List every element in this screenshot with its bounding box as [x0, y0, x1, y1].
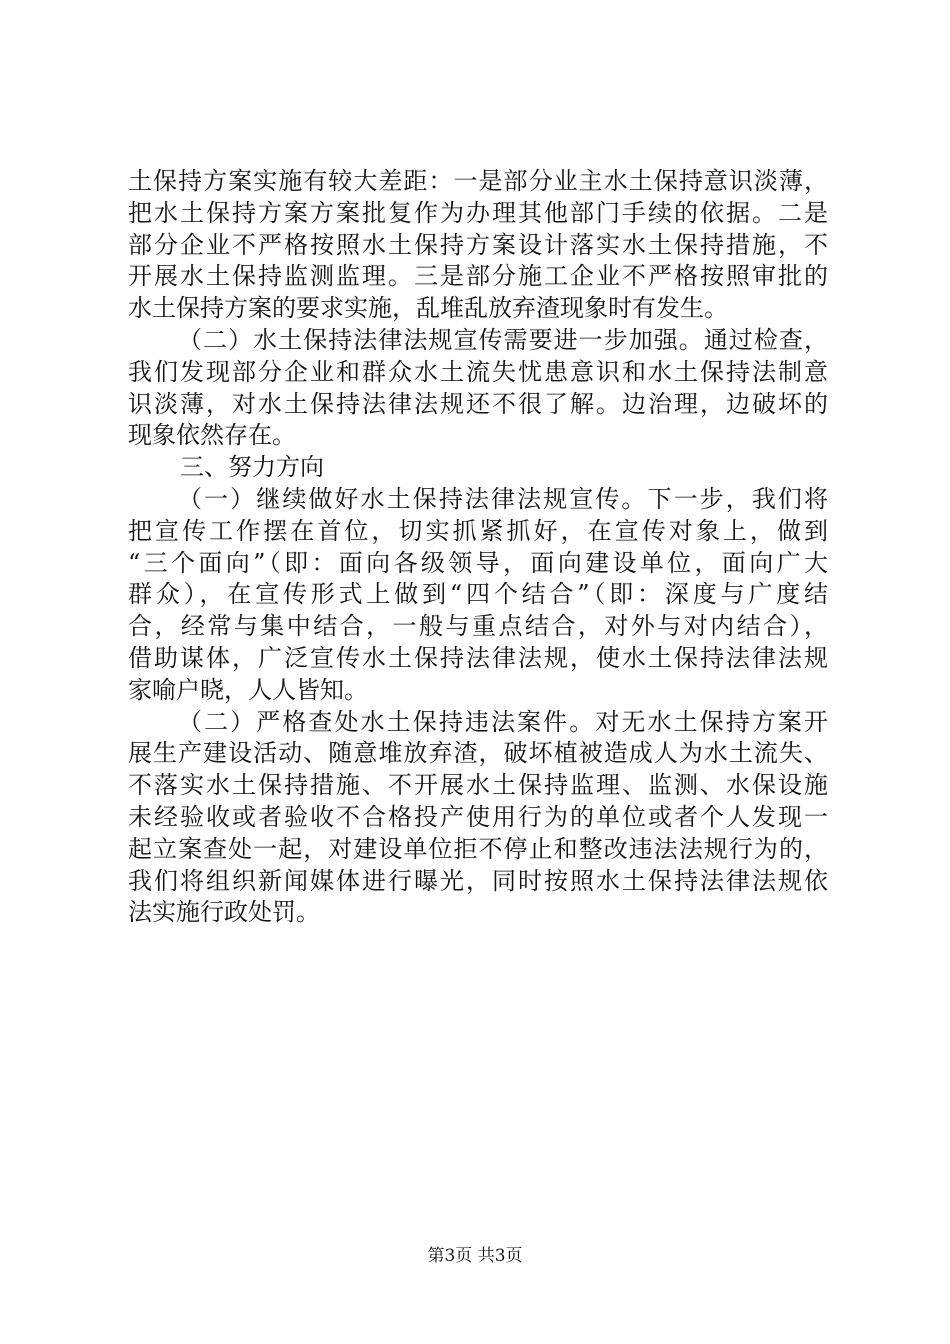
text-line: 群众），在宣传形式上做到“四个结合”（即：深度与广度结	[128, 580, 828, 609]
text-line: 合，经常与集中结合，一般与重点结合，对外与对内结合），	[128, 612, 828, 641]
paragraph-implementation-gap	[128, 166, 828, 325]
section-heading-direction	[128, 452, 828, 484]
text-line: “三个面向”（即：面向各级领导，面向建设单位，面向广大	[128, 548, 828, 577]
text-line: （一）继续做好水土保持法律法规宣传。下一步，我们将	[178, 484, 828, 513]
text-line: 部分企业不严格按照水土保持方案设计落实水土保持措施，不	[128, 230, 828, 259]
text-line: 土保持方案实施有较大差距：一是部分业主水土保持意识淡薄，	[128, 167, 828, 195]
text-line: 借助谋体，广泛宣传水土保持法律法规，使水土保持法律法规	[128, 643, 828, 672]
text-line: （二）严格查处水土保持违法案件。对无水土保持方案开	[178, 707, 828, 736]
paragraph-continue-publicity	[128, 484, 828, 707]
text-line: 起立案查处一起，对建设单位拒不停止和整改违法法规行为的，	[128, 834, 828, 863]
text-line: 水土保持方案的要求实施，乱堆乱放弃渣现象时有发生。	[128, 294, 728, 323]
text-line: 把宣传工作摆在首位，切实抓紧抓好，在宣传对象上，做到	[128, 516, 828, 545]
text-line: 我们将组织新闻媒体进行曝光，同时按照水土保持法律法规依	[128, 866, 828, 895]
document-body	[128, 166, 828, 929]
text-line: 把水土保持方案方案批复作为办理其他部门手续的依据。二是	[128, 198, 828, 227]
text-line: 现象依然存在。	[128, 421, 296, 450]
text-line: 法实施行政处罚。	[128, 898, 320, 927]
text-line: 识淡薄，对水土保持法律法规还不很了解。边治理，边破坏的	[128, 389, 828, 418]
text-line: 我们发现部分企业和群众水土流失忧患意识和水土保持法制意	[128, 357, 828, 386]
text-line: 未经验收或者验收不合格投产使用行为的单位或者个人发现一	[128, 802, 828, 831]
section-heading: 三、努力方向	[180, 453, 324, 482]
text-line: 开展水土保持监测监理。三是部分施工企业不严格按照审批的	[128, 262, 828, 291]
page-number-footer: 第3页 共3页	[427, 1246, 523, 1266]
text-line: 展生产建设活动、随意堆放弃渣，破坏植被造成人为水土流失、	[128, 739, 828, 768]
paragraph-enforcement	[128, 707, 828, 930]
text-line: 不落实水土保持措施、不开展水土保持监理、监测、水保设施	[128, 771, 828, 800]
text-line: 家喻户晓，人人皆知。	[128, 675, 368, 704]
text-line: （二）水土保持法律法规宣传需要进一步加强。通过检查，	[178, 325, 828, 354]
paragraph-publicity-weakness	[128, 325, 828, 452]
